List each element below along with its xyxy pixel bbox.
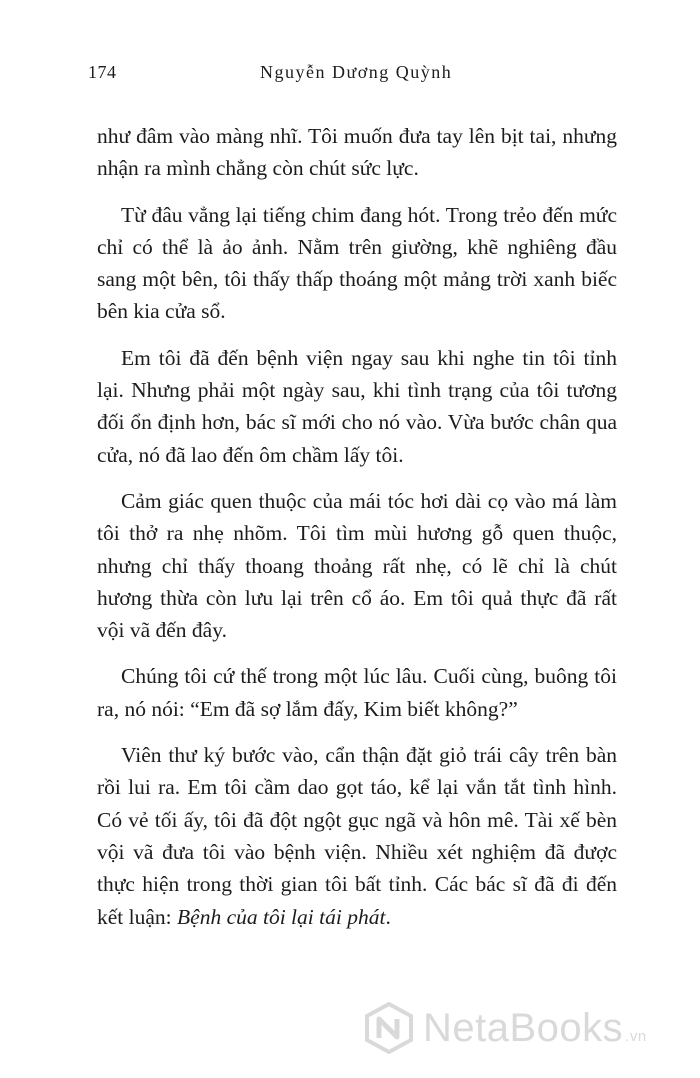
page-number: 174 bbox=[88, 62, 117, 82]
watermark bbox=[363, 998, 693, 1058]
paragraph-1: như đâm vào màng nhĩ. Tôi muốn đưa tay lên bịt tai, nhưng nhận ra mình chẳng còn chút sức lực. bbox=[97, 124, 617, 181]
running-head-author: Nguyễn Dương Quỳnh bbox=[260, 62, 453, 82]
watermark-brand bbox=[423, 1006, 647, 1051]
paragraph-4: Cảm giác quen thuộc của mái tóc hơi dài cọ vào má làm tôi thở ra nhẹ nhõm. Tôi tìm mùi hương gỗ quen thuộc, nhưng chỉ thấy thoang thoảng rất nhẹ, có lẽ chỉ là chút hương thừa còn lưu lại trên cổ áo. Em tôi quả thực đã rất vội vã đến đây. bbox=[97, 488, 617, 643]
body-text bbox=[97, 120, 617, 947]
paragraph-6 bbox=[97, 739, 617, 933]
paragraph-6-text: Viên thư ký bước vào, cẩn thận đặt giỏ trái cây trên bàn rồi lui ra. Em tôi cầm dao gọt táo, kể lại vắn tắt tình hình. Có vẻ tối ấy, tôi đã đột ngột gục ngã và hôn mê. Tài xế bèn vội vã đưa tôi vào bệnh viện. Nhiều xét nghiệm đã được thực hiện trong thời gian tôi bất tỉnh. Các bác sĩ đã đi đến kết luận: bbox=[97, 743, 617, 929]
netabooks-logo-icon bbox=[363, 1002, 415, 1054]
paragraph-3: Em tôi đã đến bệnh viện ngay sau khi nghe tin tôi tỉnh lại. Nhưng phải một ngày sau, khi tình trạng của tôi tương đối ổn định hơn, bác sĩ mới cho nó vào. Vừa bước chân qua cửa, nó đã lao đến ôm chầm lấy tôi. bbox=[97, 345, 617, 467]
paragraph-5: Chúng tôi cứ thế trong một lúc lâu. Cuối cùng, buông tôi ra, nó nói: “Em đã sợ lắm đấy, Kim biết không?” bbox=[97, 664, 617, 721]
paragraph-6-italic: Bệnh của tôi lại tái phát bbox=[177, 904, 386, 929]
watermark-brand-name: NetaBooks bbox=[423, 1005, 624, 1050]
page-header bbox=[88, 62, 660, 86]
watermark-suffix: .vn bbox=[625, 1027, 647, 1045]
paragraph-6-tail: . bbox=[385, 904, 391, 929]
paragraph-2: Từ đâu vẳng lại tiếng chim đang hót. Trong trẻo đến mức chỉ có thể là ảo ảnh. Nằm trên giường, khẽ nghiêng đầu sang một bên, tôi thấy thấp thoáng một mảng trời xanh biếc bên kia cửa sổ. bbox=[97, 202, 617, 324]
